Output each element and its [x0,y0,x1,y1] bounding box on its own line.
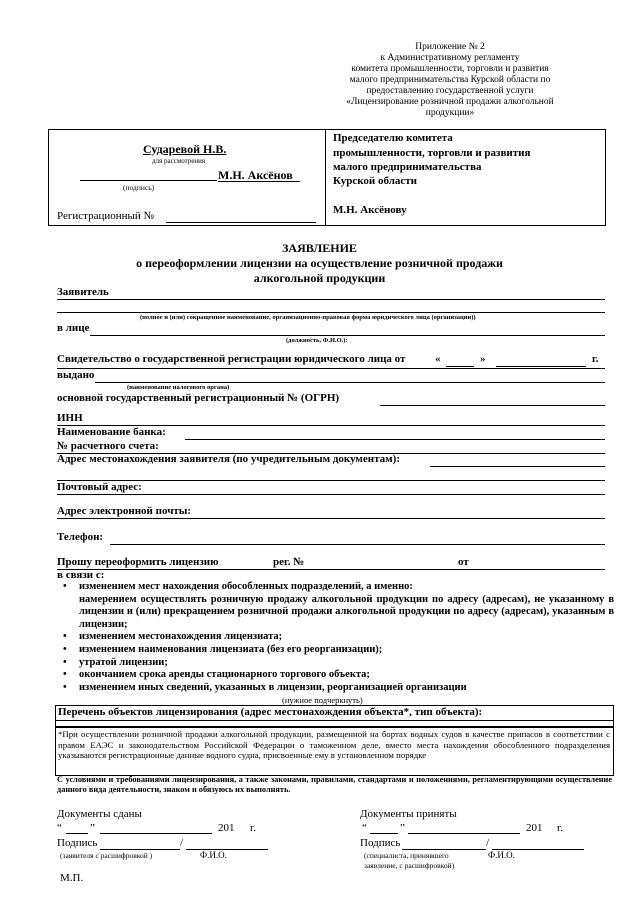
reason-item: • утратой лицензии; [59,657,614,670]
docs-accepted-month-line[interactable] [408,833,520,834]
ogrn-line[interactable] [380,405,605,406]
docs-accepted-title: Документы приняты [360,808,457,820]
address-line[interactable] [430,466,605,467]
addressee-line-3: малого предпринимательства [333,161,482,173]
document-subtitle-1: о переоформлении лицензии на осуществление розничной продажи [136,256,503,270]
applicant-label: Заявитель [57,286,109,298]
reason-item: намерением осуществлять розничную продажу алкогольной продукции по адресу (адресам), не указанному в лицензии и (или) прекращением розничной продажи алкогольной продукции по адресу (адресам), указанным в лицензии; [79,593,614,630]
underline-hint: (нужное подчеркнуть) [282,695,363,705]
docs-accepted-sign-line[interactable] [402,849,486,850]
docs-accepted-slash: / [486,837,490,849]
document-title: ЗАЯВЛЕНИЕ [282,241,357,255]
docs-submitted-year-suffix: г. [250,822,257,834]
postal-label: Почтовый адрес: [57,481,142,493]
from-label: от [458,556,469,568]
annex-line: «Лицензирование розничной продажи алкогольной [346,97,554,107]
reason-item: • изменением иных сведений, указанных в лицензии, реорганизацией организации [59,682,614,695]
person-line[interactable] [90,335,605,336]
reg-number-line[interactable] [166,222,316,223]
docs-submitted-sign-label: Подпись [57,837,98,849]
signature-hint: (подпись) [123,183,155,192]
annex-line: малого предпринимательства Курской области по [349,75,551,85]
reason-item: • изменением мест нахождения обособленных подразделений, а именно: [59,581,614,594]
phone-line[interactable] [110,544,605,545]
reason-item: • изменением местонахождения лицензиата; [59,631,614,644]
objects-entry-row[interactable] [55,720,614,727]
annex-line: к Административному регламенту [380,53,520,63]
postal-line[interactable] [57,494,605,495]
annex-line: комитета промышленности, торговли и развития [351,64,549,74]
certificate-underline [57,368,605,369]
docs-accepted-hint-2: заявление, с расшифровкой) [364,861,455,870]
account-label: № расчетного счета: [57,440,159,452]
ogrn-label: основной государственный регистрационный № (ОГРН) [57,392,340,404]
docs-submitted-qopen: “ [57,822,62,834]
annex-block [300,42,600,119]
reasons-list [59,581,614,694]
document-subtitle-2: алкогольной продукции [253,271,386,285]
conditions-text: С условиями и требованиями лицензирования, а также законами, правилами, стандартами и положениями, регламентирующими осуществление данного вида деятельности, знаком и обязуюсь их выполнять. [57,775,612,794]
reg-no-label: рег. № [273,556,305,568]
docs-submitted-day-line[interactable] [66,833,88,834]
addressee-line-1: Председателю комитета [333,132,453,144]
year-suffix: г. [592,353,599,365]
docs-accepted-year: 201 [526,822,543,834]
applicant-line[interactable] [57,299,605,300]
applicant-line-2[interactable] [57,312,605,313]
docs-submitted-qclose: ” [90,822,95,834]
docs-accepted-hint-1: (специалиста, принявшего [364,851,449,860]
docs-accepted-qopen: “ [362,822,367,834]
docs-accepted-year-suffix: г. [557,822,564,834]
footnote-text: *При осуществлении розничной продажи алкогольной продукции, размещенной на бортах водных судов в качестве припасов в соответствии с правом ЕАЭС и законодательством Российской Федерации о таможенном деле, вместо места нахождения обособленного подразделения указываются регистрационные данные водного судна, присвоенные ему в установленном порядке [58,729,610,760]
addressee-line-4: Курской области [333,175,418,187]
docs-accepted-sign-label: Подпись [360,837,401,849]
quote-close: » [480,353,486,365]
bank-label: Наименование банка: [57,426,166,438]
addressee-name: М.Н. Аксёнову [333,204,407,216]
annex-line: Приложение № 2 [415,42,485,52]
header-divider [325,129,326,225]
docs-submitted-year: 201 [218,822,235,834]
annex-line: продукции» [425,108,475,118]
issued-line[interactable] [95,382,605,383]
addressee-line-2: промышленности, торговли и развития [333,147,531,159]
cert-month-line[interactable] [496,366,586,367]
email-label: Адрес электронной почты: [57,505,192,517]
docs-submitted-fio: Ф.И.О. [200,850,227,860]
issued-label: выдано [57,369,95,381]
request-line[interactable] [57,569,605,570]
phone-label: Телефон: [57,531,104,543]
applicant-hint: (полное и (или) сокращенное наименование, организационно-правовая форма юридического лица (организации)) [140,314,476,321]
docs-accepted-fio: Ф.И.О. [488,850,515,860]
email-line[interactable] [57,518,605,519]
docs-submitted-sign-line[interactable] [100,849,180,850]
quote-open: « [435,353,441,365]
person-label: в лице [57,322,90,334]
bank-line[interactable] [185,439,605,440]
docs-submitted-slash: / [180,837,184,849]
docs-submitted-month-line[interactable] [100,833,212,834]
reviewer-name: Сударевой Н.В. [143,142,227,156]
docs-submitted-fio-line[interactable] [186,849,268,850]
cert-day-line[interactable] [446,366,474,367]
inn-label: ИНН [57,412,83,424]
signature-line [80,180,217,181]
issued-hint: (наименование налогового органа) [127,384,230,391]
reason-item: • окончанием срока аренды стационарного торгового объекта; [59,669,614,682]
docs-submitted-hint: (заявителя с расшифровкой ) [60,851,153,860]
request-label: Прошу переоформить лицензию [57,556,219,568]
reg-number-label: Регистрационный № [57,210,155,222]
reason-item: • изменением наименования лицензиата (без его реорганизации); [59,644,614,657]
annex-line: предоставлению государственной услуги [366,86,534,96]
due-to-label: в связи с: [57,569,105,581]
objects-title: Перечень объектов лицензирования (адрес местонахождения объекта*, тип объекта): [58,706,483,718]
address-label: Адрес местонахождения заявителя (по учредительным документам): [57,453,401,465]
stamp-label: М.П. [60,872,84,884]
person-hint: (должность, Ф.И.О.): [286,337,348,344]
signer-underline [218,181,300,182]
docs-accepted-day-line[interactable] [370,833,398,834]
docs-submitted-title: Документы сданы [57,808,142,820]
for-review-label: для рассмотрения [152,157,206,165]
certificate-label: Свидетельство о государственной регистрации юридического лица от [57,353,406,365]
signer-name: М.Н. Аксёнов [218,168,293,182]
docs-accepted-qclose: ” [400,822,405,834]
